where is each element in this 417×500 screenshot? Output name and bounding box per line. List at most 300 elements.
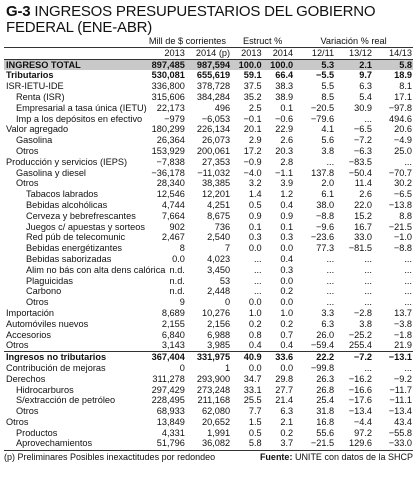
- row-value: 0.3: [248, 232, 262, 243]
- row-label: Otros: [16, 145, 39, 156]
- col-group-estruct: Estruct %: [231, 36, 294, 47]
- row-value: 2.5: [248, 102, 262, 113]
- row-value: −3.8: [393, 318, 412, 329]
- row-label: Derechos: [6, 373, 46, 384]
- row-value: 331,975: [186, 352, 231, 363]
- row-value: 3,143: [161, 340, 185, 351]
- row-value: ...: [253, 264, 262, 275]
- row-label: Aprovechamientos: [16, 438, 93, 449]
- row-value: 100.0: [231, 59, 263, 70]
- row-value: ...: [364, 297, 372, 308]
- row-value: 5.8: [373, 59, 413, 70]
- row-value: 25.0: [394, 145, 412, 156]
- row-value: ...: [364, 113, 372, 124]
- row-label: Alim no bás con alta dens calórica: [26, 264, 166, 275]
- table-row: [4, 352, 413, 363]
- row-value: 530,081: [151, 70, 185, 81]
- col-var-14-13: 14/13: [373, 47, 413, 59]
- row-value: 5.8: [248, 438, 262, 449]
- row-value: 0.0: [172, 253, 185, 264]
- row-value: 3.2: [248, 178, 262, 189]
- row-value: 273,248: [196, 384, 231, 395]
- row-label: Otros: [16, 406, 39, 417]
- row-value: 11.4: [354, 178, 372, 189]
- row-value: −11.1: [389, 395, 412, 406]
- row-value: 228,495: [151, 395, 185, 406]
- table-row: [4, 243, 413, 254]
- table-row: [4, 157, 413, 168]
- col-mill-2013: 2013: [144, 47, 186, 59]
- row-value: 255.4: [348, 340, 372, 351]
- row-value: 0.0: [280, 243, 294, 254]
- source-label: Fuente:: [259, 452, 293, 463]
- row-value: −6.5: [353, 124, 372, 135]
- row-value: n.d.: [169, 286, 185, 297]
- row-value: 0.0: [248, 243, 262, 254]
- row-value: 3,985: [207, 340, 231, 351]
- table-row: [4, 200, 413, 211]
- row-value: 987,594: [186, 59, 231, 70]
- row-value: 4,744: [161, 199, 185, 210]
- row-value: −8.8: [316, 210, 335, 221]
- row-value: 3,450: [207, 264, 231, 275]
- row-value: 1.2: [280, 189, 294, 200]
- row-value: −979: [164, 113, 185, 124]
- row-value: ...: [364, 286, 372, 297]
- row-value: 6.1: [321, 189, 335, 200]
- row-value: −20.5: [310, 102, 335, 113]
- row-value: 6.3: [280, 406, 294, 417]
- table-row: [4, 92, 413, 103]
- row-value: 0: [224, 297, 231, 308]
- row-value: 0.4: [280, 253, 294, 264]
- row-label: Producción y servicios (IEPS): [6, 156, 128, 167]
- row-value: ...: [364, 275, 372, 286]
- row-value: 36,082: [201, 438, 231, 449]
- row-value: 378,728: [196, 81, 231, 92]
- row-value: 17.2: [243, 145, 262, 156]
- row-value: 13.7: [394, 307, 412, 318]
- row-value: −79.6: [310, 113, 335, 124]
- row-value: 77.3: [316, 243, 335, 254]
- row-value: 226,134: [196, 124, 231, 135]
- row-value: 8: [179, 243, 185, 254]
- row-value: 0.7: [280, 329, 294, 340]
- row-value: 22.9: [275, 124, 294, 135]
- row-value: 20.3: [275, 145, 294, 156]
- row-value: −11,032: [197, 167, 231, 178]
- row-value: 297,429: [151, 384, 185, 395]
- row-value: 26.0: [316, 329, 335, 340]
- row-value: 1.5: [248, 416, 262, 427]
- row-value: 2,467: [161, 232, 185, 243]
- row-value: 6.3: [321, 318, 335, 329]
- table-row: [4, 59, 413, 70]
- row-value: 384,284: [196, 91, 231, 102]
- row-value: 16.8: [316, 416, 335, 427]
- row-value: 5.5: [321, 81, 335, 92]
- row-label: Accesorios: [6, 329, 51, 340]
- row-value: 2.0: [321, 178, 335, 189]
- row-value: 293,900: [196, 373, 231, 384]
- table-row: [4, 276, 413, 287]
- row-value: −13.4: [388, 406, 412, 417]
- col-var-12-11: 12/11: [294, 47, 335, 59]
- row-value: 21.4: [275, 395, 294, 406]
- row-value: 0.0: [280, 297, 294, 308]
- row-value: 4,023: [207, 253, 231, 264]
- row-value: 27,353: [201, 156, 231, 167]
- row-value: −8.8: [393, 243, 412, 254]
- row-value: 129.6: [348, 438, 372, 449]
- row-value: 2.8: [280, 156, 294, 167]
- row-value: 897,485: [144, 59, 186, 70]
- row-value: 367,404: [144, 352, 186, 363]
- row-value: 6,988: [207, 329, 231, 340]
- row-value: −16.6: [348, 384, 372, 395]
- row-value: 2,448: [207, 286, 231, 297]
- row-value: 53: [219, 275, 231, 286]
- row-value: −50.4: [348, 167, 372, 178]
- row-value: ...: [326, 286, 335, 297]
- row-value: 0.4: [248, 340, 262, 351]
- row-value: 26,364: [156, 135, 185, 146]
- row-value: 22.2: [294, 352, 335, 363]
- table-row: [4, 254, 413, 265]
- row-value: 8.1: [399, 81, 412, 92]
- row-value: 2.6: [359, 189, 372, 200]
- table-row: [4, 406, 413, 417]
- col-group-mill: Mill de $ corrientes: [144, 36, 231, 47]
- row-label: Plaguicidas: [26, 275, 73, 286]
- row-value: −36,178: [151, 167, 185, 178]
- row-value: −70.7: [388, 167, 412, 178]
- table-row: [4, 395, 413, 406]
- col-est-2013: 2013: [231, 47, 263, 59]
- row-value: −4.4: [353, 416, 372, 427]
- row-value: 4.1: [321, 124, 335, 135]
- row-value: 33.6: [263, 352, 295, 363]
- row-value: 22,173: [156, 102, 185, 113]
- row-value: 5.3: [294, 59, 335, 70]
- row-value: −23.6: [310, 232, 335, 243]
- row-value: 0: [179, 362, 185, 373]
- row-value: ...: [326, 253, 335, 264]
- row-value: 0.2: [248, 318, 262, 329]
- row-value: −4.0: [243, 167, 262, 178]
- col-var-13-12: 13/12: [335, 47, 373, 59]
- row-value: 12,546: [156, 189, 185, 200]
- row-value: −4.9: [393, 135, 412, 146]
- row-value: −97.8: [388, 102, 412, 113]
- table-row: [4, 222, 413, 233]
- row-label: Tributarios: [6, 70, 54, 81]
- table-row: [4, 363, 413, 374]
- row-value: 0.0: [280, 275, 294, 286]
- row-value: 4,331: [161, 427, 185, 438]
- row-label: Tabacos labrados: [26, 189, 99, 200]
- row-value: ...: [326, 156, 335, 167]
- row-value: 2,155: [161, 318, 185, 329]
- row-value: −13.4: [348, 406, 372, 417]
- row-value: −6,053: [201, 113, 231, 124]
- row-value: 97.2: [354, 427, 372, 438]
- row-label: Ingresos no tributarios: [4, 352, 144, 363]
- row-value: 736: [214, 221, 231, 232]
- row-value: 40.9: [231, 352, 263, 363]
- row-value: −13.1: [373, 352, 413, 363]
- header-row-groups: [4, 36, 413, 47]
- row-value: 0.0: [280, 362, 294, 373]
- row-value: −21.5: [310, 438, 335, 449]
- row-value: −0.6: [275, 113, 294, 124]
- row-value: ...: [404, 286, 412, 297]
- row-value: 20.1: [243, 124, 262, 135]
- row-value: −6.3: [353, 145, 372, 156]
- row-value: 0.2: [280, 318, 294, 329]
- row-value: 3.9: [280, 178, 294, 189]
- table-row: [4, 417, 413, 428]
- row-value: ...: [253, 253, 262, 264]
- row-value: 2.1: [280, 416, 294, 427]
- table-row: [4, 189, 413, 200]
- row-value: 68,933: [156, 406, 185, 417]
- row-value: ...: [326, 264, 335, 275]
- title-line-2: FEDERAL (ENE-ABR): [6, 19, 153, 36]
- row-value: −1.0: [393, 232, 412, 243]
- row-value: 26,073: [201, 135, 231, 146]
- row-value: 0.1: [280, 102, 294, 113]
- row-value: ...: [364, 362, 372, 373]
- row-value: 0.1: [280, 221, 294, 232]
- row-value: 0.0: [248, 297, 262, 308]
- row-value: −33.0: [388, 438, 412, 449]
- row-label: Bebidas alcohólicas: [26, 199, 108, 210]
- row-value: −81.5: [348, 243, 372, 254]
- table-body: [4, 59, 413, 449]
- row-value: −13.8: [388, 199, 412, 210]
- table-row: [4, 81, 413, 92]
- row-value: 37.5: [243, 81, 262, 92]
- table-row: [4, 438, 413, 449]
- row-label: Empresarial a tasa única (IETU): [16, 102, 147, 113]
- row-value: −7.2: [353, 135, 372, 146]
- row-value: 0.1: [248, 221, 262, 232]
- page-title: [0, 0, 417, 36]
- row-value: ...: [404, 297, 412, 308]
- col-group-var: Variación % real: [294, 36, 413, 47]
- row-label: S/extracción de petróleo: [16, 395, 116, 406]
- row-value: 1.0: [280, 307, 294, 318]
- row-value: −0.1: [243, 113, 262, 124]
- row-value: ...: [253, 286, 262, 297]
- row-value: ...: [326, 297, 335, 308]
- row-value: −1.8: [393, 329, 412, 340]
- row-label: Renta (ISR): [16, 91, 65, 102]
- row-value: 0.9: [280, 210, 294, 221]
- row-value: ...: [404, 156, 412, 167]
- row-value: 902: [169, 221, 185, 232]
- row-value: −9.2: [393, 373, 412, 384]
- row-value: 55.6: [316, 427, 335, 438]
- row-value: 38.3: [275, 81, 294, 92]
- row-value: 494.6: [389, 113, 412, 124]
- source-text: UNITE con datos de la SHCP: [292, 452, 413, 463]
- row-value: 20,652: [201, 416, 231, 427]
- table-row: [4, 70, 413, 81]
- row-value: 17.1: [394, 91, 412, 102]
- row-value: 2.9: [248, 135, 262, 146]
- row-label: Juegos c/ apuestas y sorteos: [26, 221, 145, 232]
- row-value: 0.2: [280, 427, 294, 438]
- row-value: 7: [224, 243, 231, 254]
- row-value: 31.8: [316, 406, 335, 417]
- row-value: 0.5: [248, 199, 262, 210]
- row-value: −55.8: [388, 427, 412, 438]
- row-value: 7,664: [161, 210, 185, 221]
- row-value: 1.0: [248, 307, 262, 318]
- table-row: [4, 308, 413, 319]
- row-value: 0.4: [280, 340, 294, 351]
- row-value: 3.8: [321, 145, 335, 156]
- row-value: ...: [404, 264, 412, 275]
- row-value: 20.6: [394, 124, 412, 135]
- row-label: Imp a los depósitos en efectivo: [16, 113, 143, 124]
- row-label: Cerveza y bebrefrescantes: [26, 210, 136, 221]
- row-value: 25.4: [316, 395, 335, 406]
- row-value: 29.8: [275, 373, 294, 384]
- row-label: Otros: [16, 178, 39, 189]
- table-row: [4, 374, 413, 385]
- table-row: [4, 135, 413, 146]
- row-value: ...: [326, 275, 335, 286]
- row-value: 3.3: [321, 307, 335, 318]
- row-value: 8,689: [161, 307, 185, 318]
- table-row: [4, 385, 413, 396]
- row-label: Otros: [26, 297, 49, 308]
- row-value: −9.6: [316, 221, 335, 232]
- row-value: 35.2: [243, 91, 262, 102]
- table-row: [4, 428, 413, 439]
- row-value: 26.3: [316, 373, 335, 384]
- col-mill-2014: 2014 (p): [186, 47, 231, 59]
- row-value: 6.3: [359, 81, 372, 92]
- row-value: 4,251: [207, 199, 231, 210]
- table-row: [4, 265, 413, 276]
- row-value: 0.9: [248, 210, 262, 221]
- row-value: 51,796: [156, 438, 185, 449]
- table-row: [4, 340, 413, 351]
- row-value: 21.9: [394, 340, 412, 351]
- row-value: 26.8: [316, 384, 335, 395]
- row-label: Productos: [16, 427, 58, 438]
- row-value: −2.8: [353, 307, 372, 318]
- row-label: Gasolina y diesel: [16, 167, 86, 178]
- row-label: Hidrocarburos: [16, 384, 74, 395]
- row-value: 7.7: [248, 406, 262, 417]
- row-label: Red púb de telecomunic: [26, 232, 126, 243]
- row-value: 38.9: [275, 91, 294, 102]
- table-row: [4, 297, 413, 308]
- row-value: 22.0: [354, 199, 372, 210]
- table-row: [4, 168, 413, 179]
- row-value: 8,675: [207, 210, 231, 221]
- row-value: 62,080: [201, 406, 231, 417]
- row-value: 8.8: [399, 210, 412, 221]
- row-label: ISR-IETU-IDE: [6, 81, 64, 92]
- row-value: −0.9: [243, 156, 262, 167]
- row-value: −21.5: [388, 221, 412, 232]
- row-value: 2.6: [280, 135, 294, 146]
- row-value: 6,840: [161, 329, 185, 340]
- row-value: 59.1: [243, 70, 262, 81]
- row-value: 1.4: [248, 189, 262, 200]
- row-label: Bebidas saborizadas: [26, 253, 112, 264]
- figure-code: G-3: [6, 3, 31, 20]
- row-value: 2,540: [207, 232, 231, 243]
- row-value: 16.7: [354, 221, 372, 232]
- row-value: 34.7: [243, 373, 262, 384]
- row-value: 0.2: [280, 286, 294, 297]
- row-value: 30.9: [354, 102, 372, 113]
- header-row-years: [4, 47, 413, 59]
- row-value: −17.6: [348, 395, 372, 406]
- table-row: [4, 114, 413, 125]
- row-value: 336,800: [151, 81, 185, 92]
- table-row: [4, 124, 413, 135]
- revenue-table: [4, 36, 413, 449]
- row-value: −99.8: [310, 362, 335, 373]
- row-value: 0.0: [248, 362, 262, 373]
- row-value: −25.2: [348, 329, 372, 340]
- row-value: −11.7: [389, 384, 412, 395]
- row-label: Importación: [6, 307, 55, 318]
- row-value: 33.1: [243, 384, 262, 395]
- row-value: 315,606: [151, 91, 185, 102]
- col-est-2014: 2014: [263, 47, 295, 59]
- row-value: 311,278: [152, 373, 185, 384]
- row-value: −83.5: [348, 156, 372, 167]
- row-value: 8.5: [321, 91, 335, 102]
- row-label: Automóviles nuevos: [6, 318, 89, 329]
- row-value: 43.4: [394, 416, 412, 427]
- table-row: [4, 146, 413, 157]
- row-value: 3.8: [359, 318, 372, 329]
- row-value: −16.2: [348, 373, 372, 384]
- row-label: Contribución de mejoras: [6, 362, 106, 373]
- row-value: 18.9: [394, 70, 412, 81]
- row-value: 2.1: [335, 59, 373, 70]
- row-label: Carbono: [26, 286, 62, 297]
- row-value: 33.0: [354, 232, 372, 243]
- footer-note: (p) Preliminares Posibles inexactitudes por redondeo: [4, 452, 216, 463]
- row-value: 38.0: [316, 199, 335, 210]
- row-value: 0.5: [248, 427, 262, 438]
- row-value: ...: [404, 253, 412, 264]
- row-value: 9: [179, 297, 185, 308]
- row-value: 10,276: [201, 307, 231, 318]
- row-value: 0.8: [248, 329, 262, 340]
- row-value: 180,299: [151, 124, 185, 135]
- row-value: ...: [364, 253, 372, 264]
- row-value: 28,340: [156, 178, 185, 189]
- row-value: 15.2: [354, 210, 372, 221]
- row-value: n.d.: [169, 264, 185, 275]
- row-value: 9.7: [359, 70, 372, 81]
- table-row: [4, 319, 413, 330]
- row-label: Gasolina: [16, 135, 53, 146]
- row-value: n.d.: [169, 275, 185, 286]
